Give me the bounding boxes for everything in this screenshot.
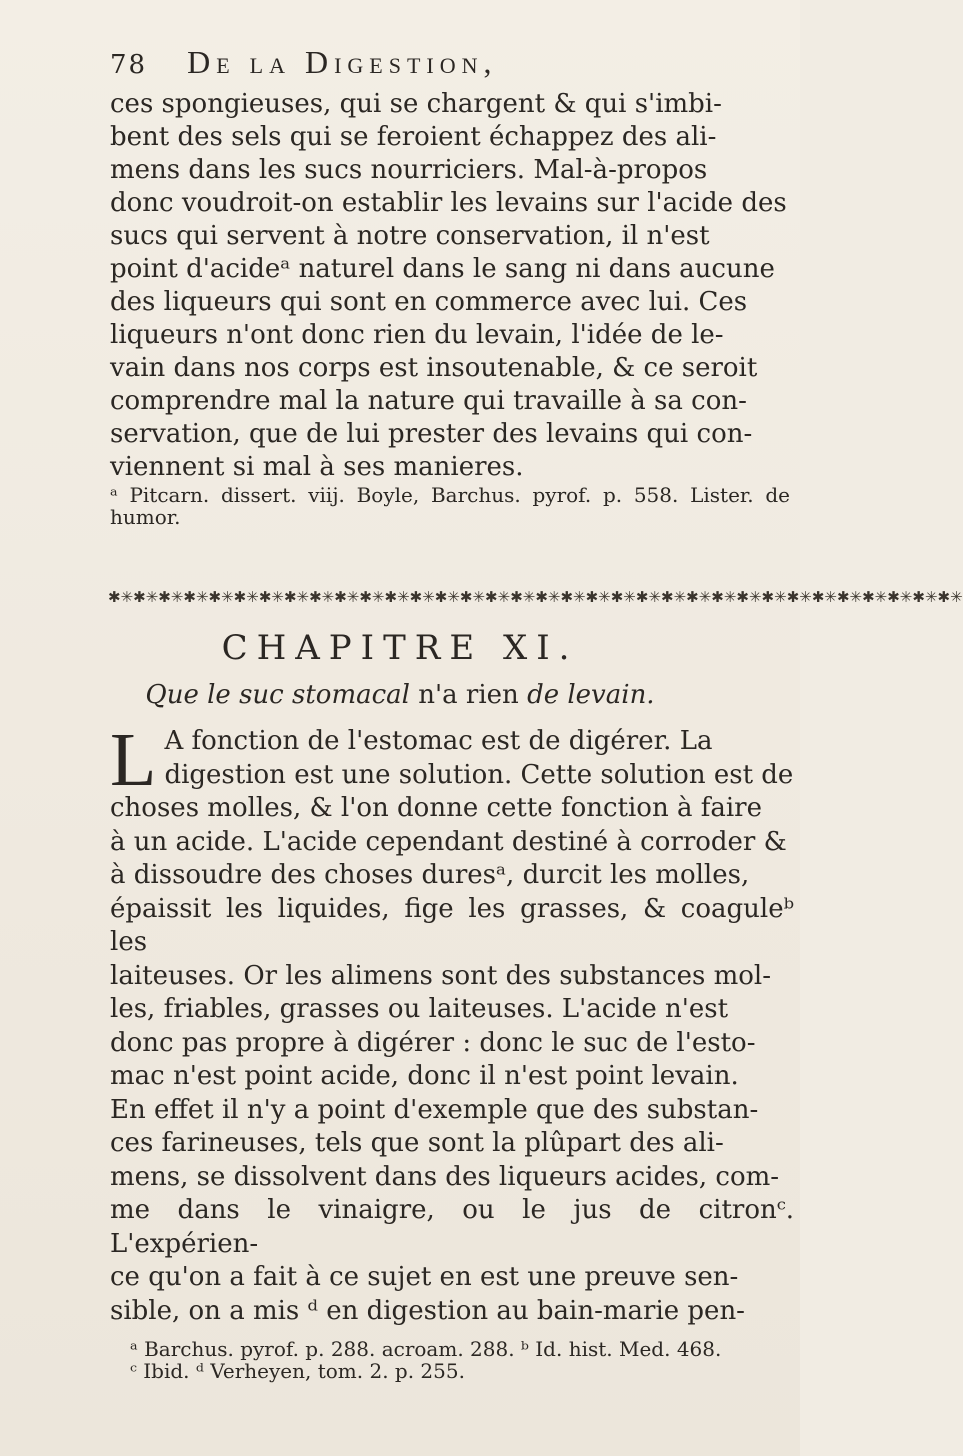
subtitle-mid: n'a rien <box>409 680 528 710</box>
text-line: sucs qui servent à notre conservation, il n'est <box>110 221 710 251</box>
text-line: mens, se dissolvent dans des liqueurs acides, com- <box>110 1161 780 1192</box>
footnote: ᵃ Pitcarn. dissert. viij. Boyle, Barchus. pyrof. p. 558. Lister. de humor. <box>110 483 790 529</box>
bottom-footnotes <box>130 1338 794 1382</box>
text-line: mens dans les sucs nourriciers. Mal-à-propos <box>110 155 708 185</box>
text-line: ces spongieuses, qui se chargent & qui s'imbi- <box>110 89 722 119</box>
text-line: En effet il n'y a point d'exemple que des substan- <box>110 1094 759 1125</box>
text-line: laiteuses. Or les alimens sont des substances mol- <box>110 960 771 991</box>
chapter-title: CHAPITRE XI. <box>221 628 579 668</box>
footnote: ᶜ Ibid. ᵈ Verheyen, tom. 2. p. 255. <box>130 1359 465 1383</box>
page-header <box>110 44 730 81</box>
text-line: me dans le vinaigre, ou le jus de citronᶜ. L'expérien- <box>110 1195 794 1259</box>
text-line: vain dans nos corps est insoutenable, & ce seroit <box>110 353 758 383</box>
running-title: De la Digestion, <box>187 44 498 80</box>
text-line: viennent si mal à ses manieres. <box>110 452 524 482</box>
ornamental-divider: ✱✳✱✳✱✳✱✳✱✳✱✳✱✳✱✳✱✳✱✳✱✳✱✳✱✳✱✳✱✳✱✳✱✳✱✳✱✳✱✳✱✳✱✳✱✳✱✳✱✳✱✳✱✳✱✳✱✳✱✳✱✳✱✳✱✳✱✳ <box>108 588 963 606</box>
text-line: servation, que de lui prester des levains qui con- <box>110 419 753 449</box>
main-paragraph <box>110 718 794 1328</box>
text-line: épaissit les liquides, fige les grasses, & coaguleᵇ les <box>110 893 794 957</box>
text-line: les, friables, grasses ou laiteuses. L'acide n'est <box>110 994 729 1024</box>
text-line: bent des sels qui se feroient échappez des ali- <box>110 122 717 152</box>
text-line: donc pas propre à digérer : donc le suc de l'esto- <box>110 1027 756 1058</box>
text-line: point d'acideᵃ naturel dans le sang ni dans aucune <box>110 254 775 284</box>
text-line: à un acide. L'acide cependant destiné à corroder & <box>110 826 787 857</box>
page-number: 78 <box>110 50 148 80</box>
text-line: des liqueurs qui sont en commerce avec lui. Ces <box>110 287 748 317</box>
subtitle-end: de levain. <box>527 680 655 710</box>
text-line: liqueurs n'ont donc rien du levain, l'idée de le- <box>110 320 724 350</box>
text-line: comprendre mal la nature qui travaille à sa con- <box>110 386 747 416</box>
top-paragraph <box>110 88 790 528</box>
subtitle-italic: Que le suc stomacal <box>145 680 410 710</box>
text-line: choses molles, & l'on donne cette fonction à faire <box>110 793 762 823</box>
footnote: ᵃ Barchus. pyrof. p. 288. acroam. 288. ᵇ Id. hist. Med. 468. <box>130 1337 722 1361</box>
text-line: digestion est une solution. Cette solution est de <box>164 759 794 790</box>
text-line: A fonction de l'estomac est de digérer. La <box>164 726 713 756</box>
text-line: ce qu'on a fait à ce sujet en est une preuve sen- <box>110 1262 739 1292</box>
text-line: mac n'est point acide, donc il n'est point levain. <box>110 1061 739 1091</box>
chapter-subtitle <box>0 680 800 710</box>
text-line: à dissoudre des choses duresᵃ, durcit les molles, <box>110 860 750 890</box>
text-line: donc voudroit-on establir les levains sur l'acide des <box>110 188 787 218</box>
drop-cap: L <box>110 718 157 802</box>
text-line: sible, on a mis ᵈ en digestion au bain-marie pen- <box>110 1295 745 1326</box>
text-line: ces farineuses, tels que sont la plûpart des ali- <box>110 1128 724 1158</box>
